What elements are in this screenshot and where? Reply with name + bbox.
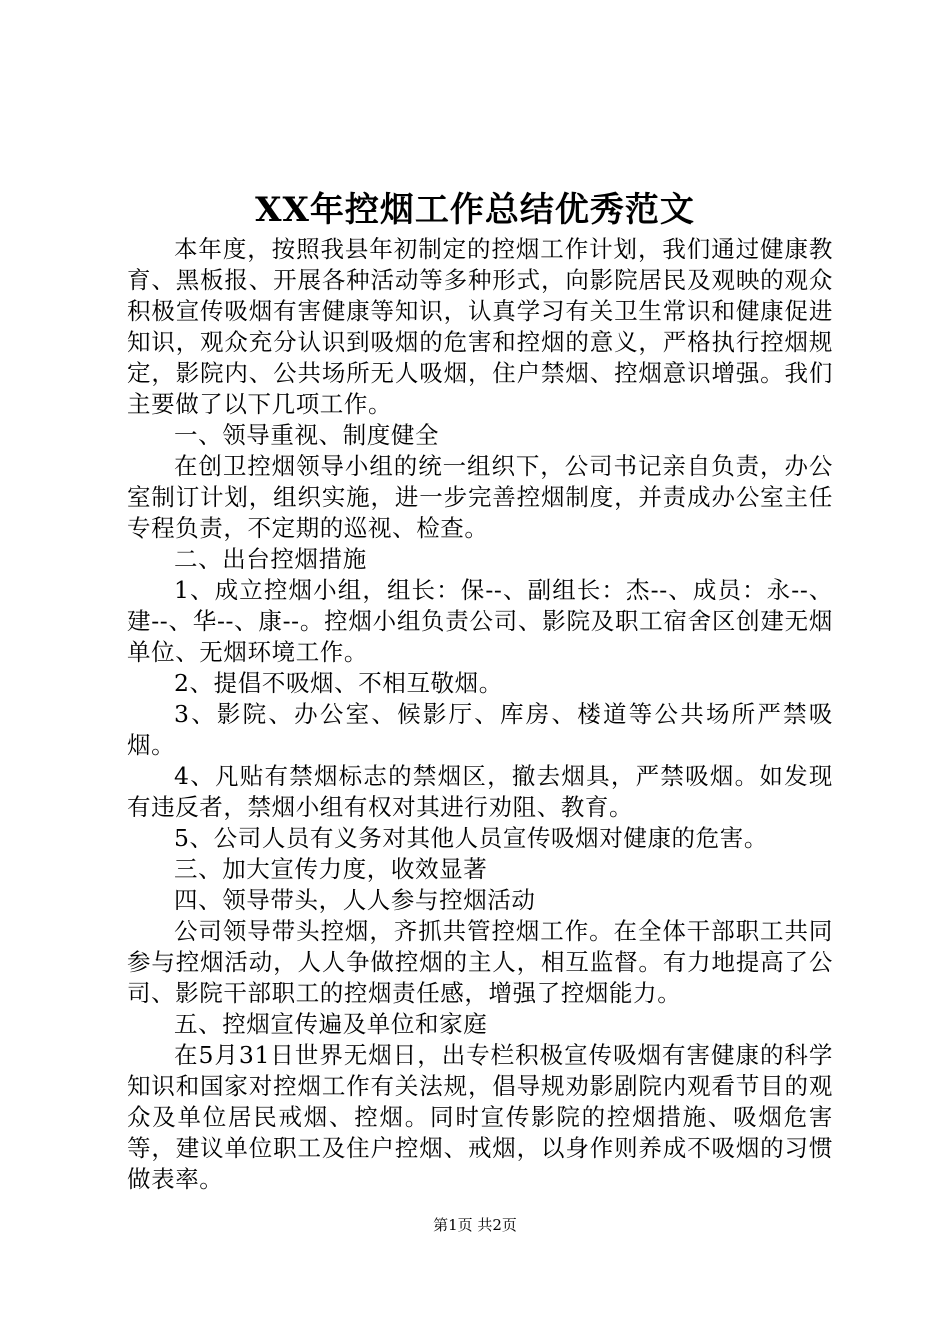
section-heading-4: 四、领导带头，人人参与控烟活动	[174, 886, 536, 914]
section-heading-2: 二、出台控烟措施	[174, 545, 367, 573]
measure-item-3: 3、影院、办公室、候影厅、库房、楼道等公共场所严禁吸烟。	[127, 700, 833, 759]
section-heading-1: 一、领导重视、制度健全	[174, 421, 440, 449]
section-4-paragraph: 公司领导带头控烟，齐抓共管控烟工作。在全体干部职工共同参与控烟活动，人人争做控烟的主人，相互监督。有力地提高了公司、影院干部职工的控烟责任感，增强了控烟能力。	[127, 917, 833, 1007]
document-body	[127, 234, 833, 1195]
intro-paragraph: 本年度，按照我县年初制定的控烟工作计划，我们通过健康教育、黑板报、开展各种活动等多种形式，向影院居民及观映的观众积极宣传吸烟有害健康等知识，认真学习有关卫生常识和健康促进知识，观众充分认识到吸烟的危害和控烟的意义，严格执行控烟规定，影院内、公共场所无人吸烟，住户禁烟、控烟意识增强。我们主要做了以下几项工作。	[127, 235, 833, 418]
measure-item-1: 1、成立控烟小组，组长：保--、副组长：杰--、成员：永--、建--、华--、康--。控烟小组负责公司、影院及职工宿舍区创建无烟单位、无烟环境工作。	[127, 576, 833, 666]
measure-item-4: 4、凡贴有禁烟标志的禁烟区，撤去烟具，严禁吸烟。如发现有违反者，禁烟小组有权对其进行劝阻、教育。	[127, 762, 833, 821]
measure-item-2: 2、提倡不吸烟、不相互敬烟。	[174, 669, 503, 697]
section-heading-5: 五、控烟宣传遍及单位和家庭	[174, 1010, 488, 1038]
measure-item-5: 5、公司人员有义务对其他人员宣传吸烟对健康的危害。	[174, 824, 768, 852]
page-number: 第1页 共2页	[433, 1216, 517, 1234]
section-1-paragraph: 在创卫控烟领导小组的统一组织下，公司书记亲自负责，办公室制订计划，组织实施，进一步完善控烟制度，并责成办公室主任专程负责，不定期的巡视、检查。	[127, 452, 833, 542]
section-5-paragraph: 在5月31日世界无烟日，出专栏积极宣传吸烟有害健康的科学知识和国家对控烟工作有关法规，倡导规劝影剧院内观看节目的观众及单位居民戒烟、控烟。同时宣传影院的控烟措施、吸烟危害等，建议单位职工及住户控烟、戒烟，以身作则养成不吸烟的习惯做表率。	[127, 1041, 833, 1193]
document-title: XX年控烟工作总结优秀范文	[255, 190, 695, 230]
section-heading-3: 三、加大宣传力度，收效显著	[174, 855, 488, 883]
